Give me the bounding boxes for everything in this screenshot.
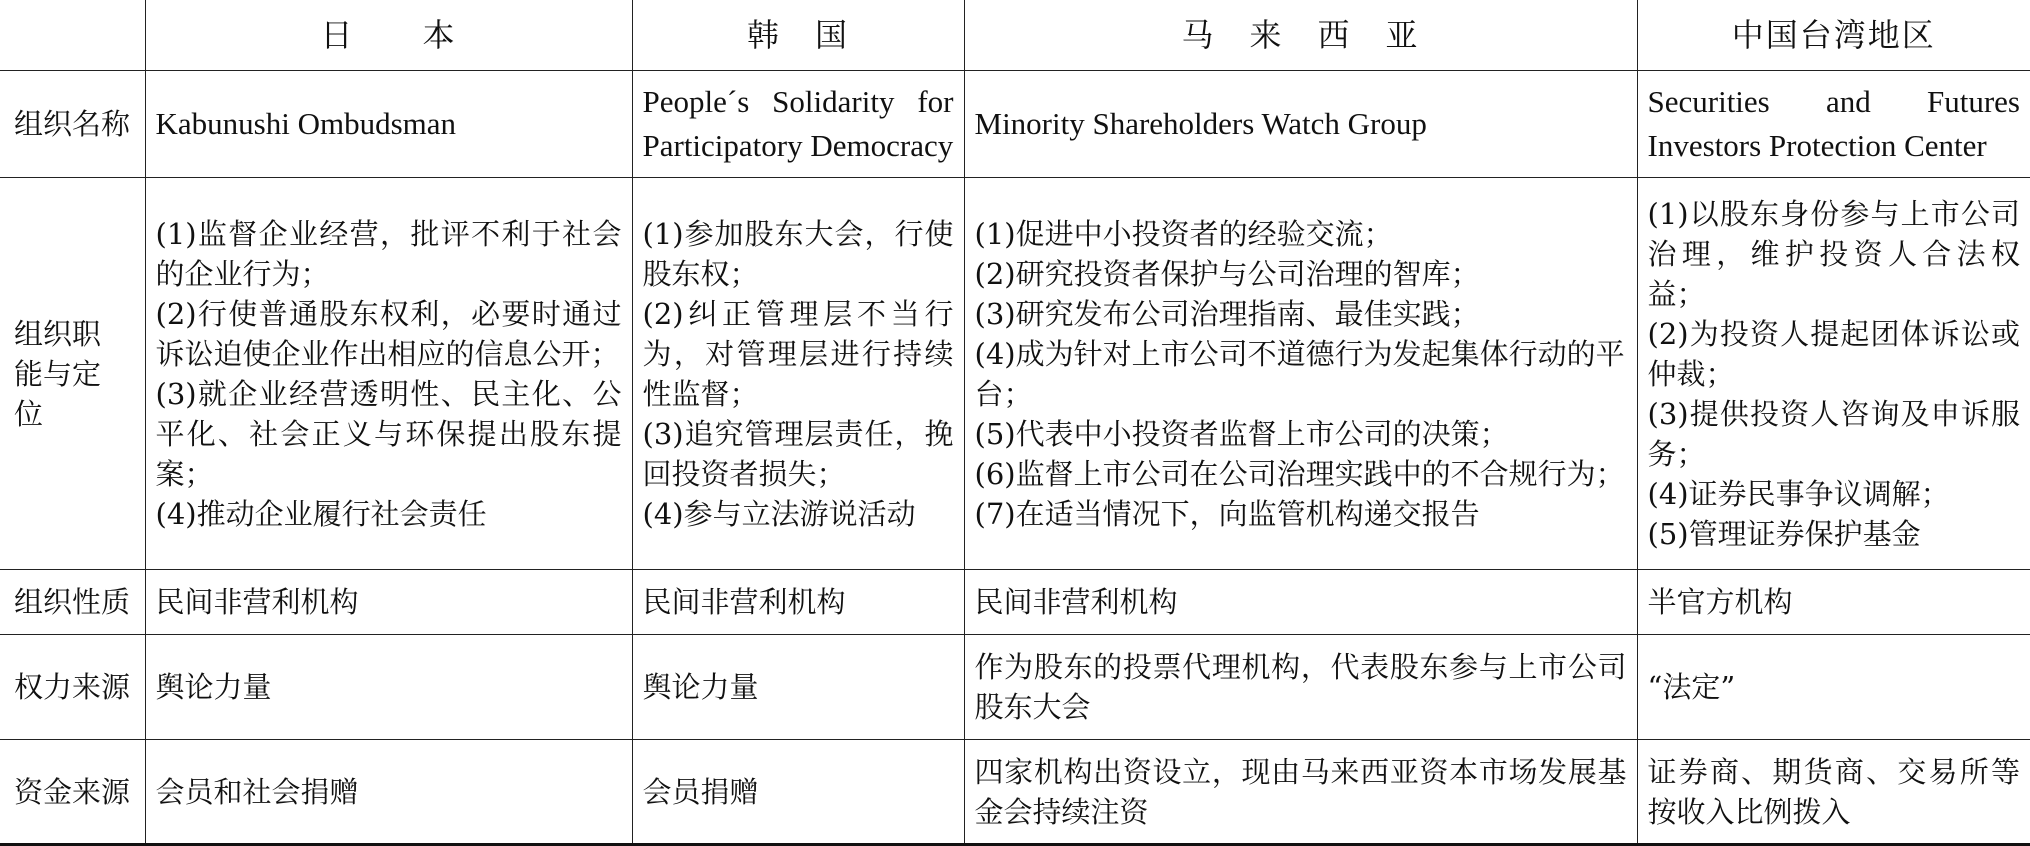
function-item: (3)研究发布公司治理指南、最佳实践；	[974, 296, 1480, 331]
cell-funding-malaysia: 四家机构出资设立，现由马来西亚资本市场发展基金会持续注资	[964, 740, 1637, 845]
function-item: (4)成为针对上市公司不道德行为发起集体行动的平台；	[974, 336, 1625, 411]
cell-functions-korea	[632, 178, 964, 570]
function-item: (2)为投资人提起团体诉讼或仲裁；	[1647, 316, 2020, 391]
function-item: (5)管理证券保护基金	[1647, 516, 1921, 551]
function-item: (1)以股东身份参与上市公司治理，维护投资人合法权益；	[1647, 196, 2020, 311]
function-item: (4)推动企业履行社会责任	[155, 496, 487, 531]
cell-functions-japan	[145, 178, 632, 570]
function-item: (3)提供投资人咨询及申诉服务；	[1647, 396, 2020, 471]
cell-org-name-taiwan: Securities and Futures Investors Protection Center	[1637, 71, 2030, 178]
cell-functions-taiwan	[1637, 178, 2030, 570]
function-item: (3)就企业经营透明性、民主化、公平化、社会正义与环保提出股东提案；	[155, 376, 622, 491]
cell-org-name-malaysia: Minority Shareholders Watch Group	[964, 71, 1637, 178]
cell-funding-taiwan: 证券商、期货商、交易所等按收入比例拨入	[1637, 740, 2030, 845]
function-item: (2)研究投资者保护与公司治理的智库；	[974, 256, 1480, 291]
row-power-source	[0, 635, 2030, 740]
function-item: (2)纠正管理层不当行为，对管理层进行持续性监督；	[642, 296, 954, 411]
cell-org-name-korea: People´s Solidarity for Participatory Democracy	[632, 71, 964, 178]
cell-nature-malaysia: 民间非营利机构	[964, 570, 1637, 635]
row-label-funding-source: 资金来源	[0, 740, 145, 845]
row-label-functions	[0, 178, 145, 570]
function-item: (5)代表中小投资者监督上市公司的决策；	[974, 416, 1509, 451]
function-item: (1)参加股东大会，行使股东权；	[642, 216, 954, 291]
function-item: (1)监督企业经营，批评不利于社会的企业行为；	[155, 216, 622, 291]
row-label-nature: 组织性质	[0, 570, 145, 635]
cell-nature-japan: 民间非营利机构	[145, 570, 632, 635]
cell-funding-japan: 会员和社会捐赠	[145, 740, 632, 845]
function-item: (4)证券民事争议调解；	[1647, 476, 1950, 511]
function-item: (3)追究管理层责任，挽回投资者损失；	[642, 416, 954, 491]
row-functions	[0, 178, 2030, 570]
function-item: (1)促进中小投资者的经验交流；	[974, 216, 1393, 251]
function-item: (6)监督上市公司在公司治理实践中的不合规行为；	[974, 456, 1625, 491]
cell-functions-malaysia	[964, 178, 1637, 570]
cell-nature-korea: 民间非营利机构	[632, 570, 964, 635]
cell-power-japan: 舆论力量	[145, 635, 632, 740]
row-label-power-source: 权力来源	[0, 635, 145, 740]
row-funding-source	[0, 740, 2030, 845]
row-org-name	[0, 71, 2030, 178]
header-korea: 韩 国	[632, 0, 964, 71]
row-label-functions-text: 组织职能与定位	[14, 316, 102, 431]
header-corner-cell	[0, 0, 145, 71]
header-row	[0, 0, 2030, 71]
cell-funding-korea: 会员捐赠	[632, 740, 964, 845]
cell-power-taiwan: “法定”	[1637, 635, 2030, 740]
function-item: (2)行使普通股东权利，必要时通过诉讼迫使企业作出相应的信息公开；	[155, 296, 622, 371]
cell-power-korea: 舆论力量	[632, 635, 964, 740]
cell-power-malaysia: 作为股东的投票代理机构，代表股东参与上市公司股东大会	[964, 635, 1637, 740]
row-label-org-name: 组织名称	[0, 71, 145, 178]
row-nature	[0, 570, 2030, 635]
function-item: (7)在适当情况下，向监管机构递交报告	[974, 496, 1480, 531]
header-taiwan: 中国台湾地区	[1637, 0, 2030, 71]
header-japan: 日 本	[145, 0, 632, 71]
header-malaysia: 马 来 西 亚	[964, 0, 1637, 71]
cell-org-name-japan: Kabunushi Ombudsman	[145, 71, 632, 178]
function-item: (4)参与立法游说活动	[642, 496, 916, 531]
cell-nature-taiwan: 半官方机构	[1637, 570, 2030, 635]
